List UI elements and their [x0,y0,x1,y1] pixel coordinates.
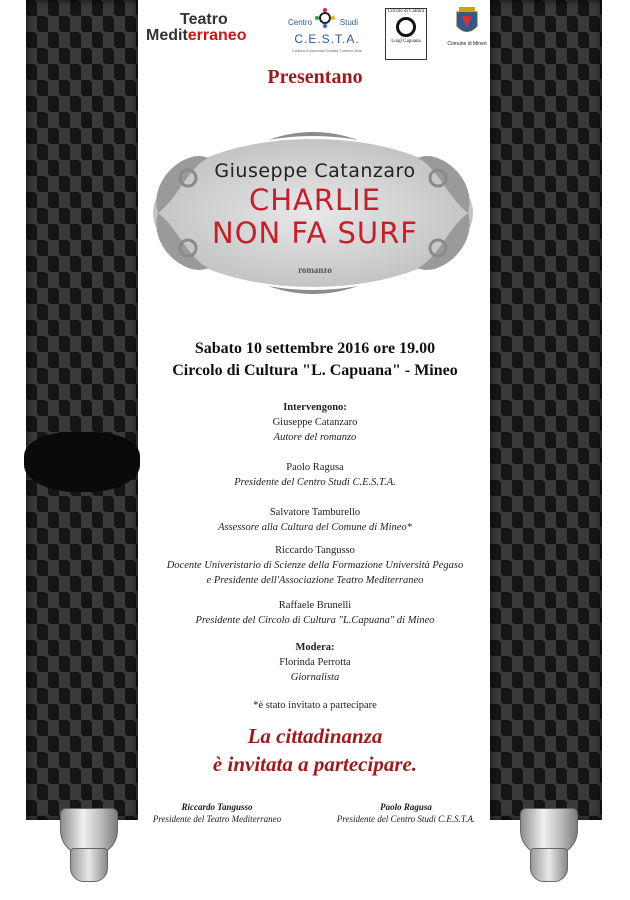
signature-left: Riccardo Tangusso Presidente del Teatro Mediterraneo [152,802,282,824]
invited-note: *è stato invitato a partecipare [253,700,377,711]
crest-icon [455,6,479,38]
right-suspender-clip [520,808,576,878]
speaker-role: Assessore alla Cultura del Comune di Mineo* [218,522,412,533]
moderator-heading: Modera: [295,642,335,653]
book-title-line2: NON FA SURF [212,216,418,250]
speaker-block-1 [140,400,490,445]
speaker-name: Paolo Ragusa [286,462,344,473]
right-suspender-strap [490,0,602,820]
teatro-mediterraneo-logo: Teatro Mediterraneo [146,11,247,44]
speaker-name: Giuseppe Catanzaro [272,417,358,428]
moderator-role: Giornalista [290,672,340,683]
invitation-line2: è invitata a partecipare. [212,752,418,776]
presentano-heading: Presentano [267,66,363,88]
left-suspender-clip [60,808,116,878]
speaker-name: Salvatore Tamburello [269,507,361,518]
genre-label: romanzo [298,265,332,275]
speaker-block-4 [120,543,510,588]
speaker-block-3 [140,505,490,535]
speaker-name: Riccardo Tangusso [275,545,355,556]
comune-mineo-logo: Comune di Mineo [445,6,489,47]
speaker-block-2 [140,460,490,490]
speaker-role: Presidente del Circolo di Cultura "L.Capuana" di Mineo [195,615,435,626]
moderator-name: Florinda Perrotta [279,657,351,668]
speaker-role: Docente Univeristario di Scienze della Formazione Università Pegaso [166,560,464,571]
moderator-block [140,640,490,685]
event-date: Sabato 10 settembre 2016 ore 19.00 [194,340,436,357]
speaker-role: e Presidente dell'Associazione Teatro Mediterraneo [206,575,424,586]
speaker-role: Autore del romanzo [273,432,357,443]
event-venue: Circolo di Cultura "L. Capuana" - Mineo [172,362,458,379]
signature-right: Paolo Ragusa Presidente del Centro Studi C.E.S.T.A. [336,802,476,824]
cesta-icon [315,8,335,28]
author-name: Giuseppe Catanzaro [214,160,416,182]
invitation-line1: La cittadinanza [247,724,383,748]
circolo-capuana-logo: Circolo di Cultura Luigi Capuana [385,8,427,60]
speaker-name: Raffaele Brunelli [278,600,352,611]
circolo-mark-icon [396,17,416,37]
strap-twist [24,432,140,492]
speaker-block-5 [140,598,490,628]
left-suspender-strap [26,0,138,820]
speaker-role: Presidente del Centro Studi C.E.S.T.A. [234,477,396,488]
speakers-heading: Intervengono: [283,402,347,413]
book-title-line1: CHARLIE [248,183,382,217]
